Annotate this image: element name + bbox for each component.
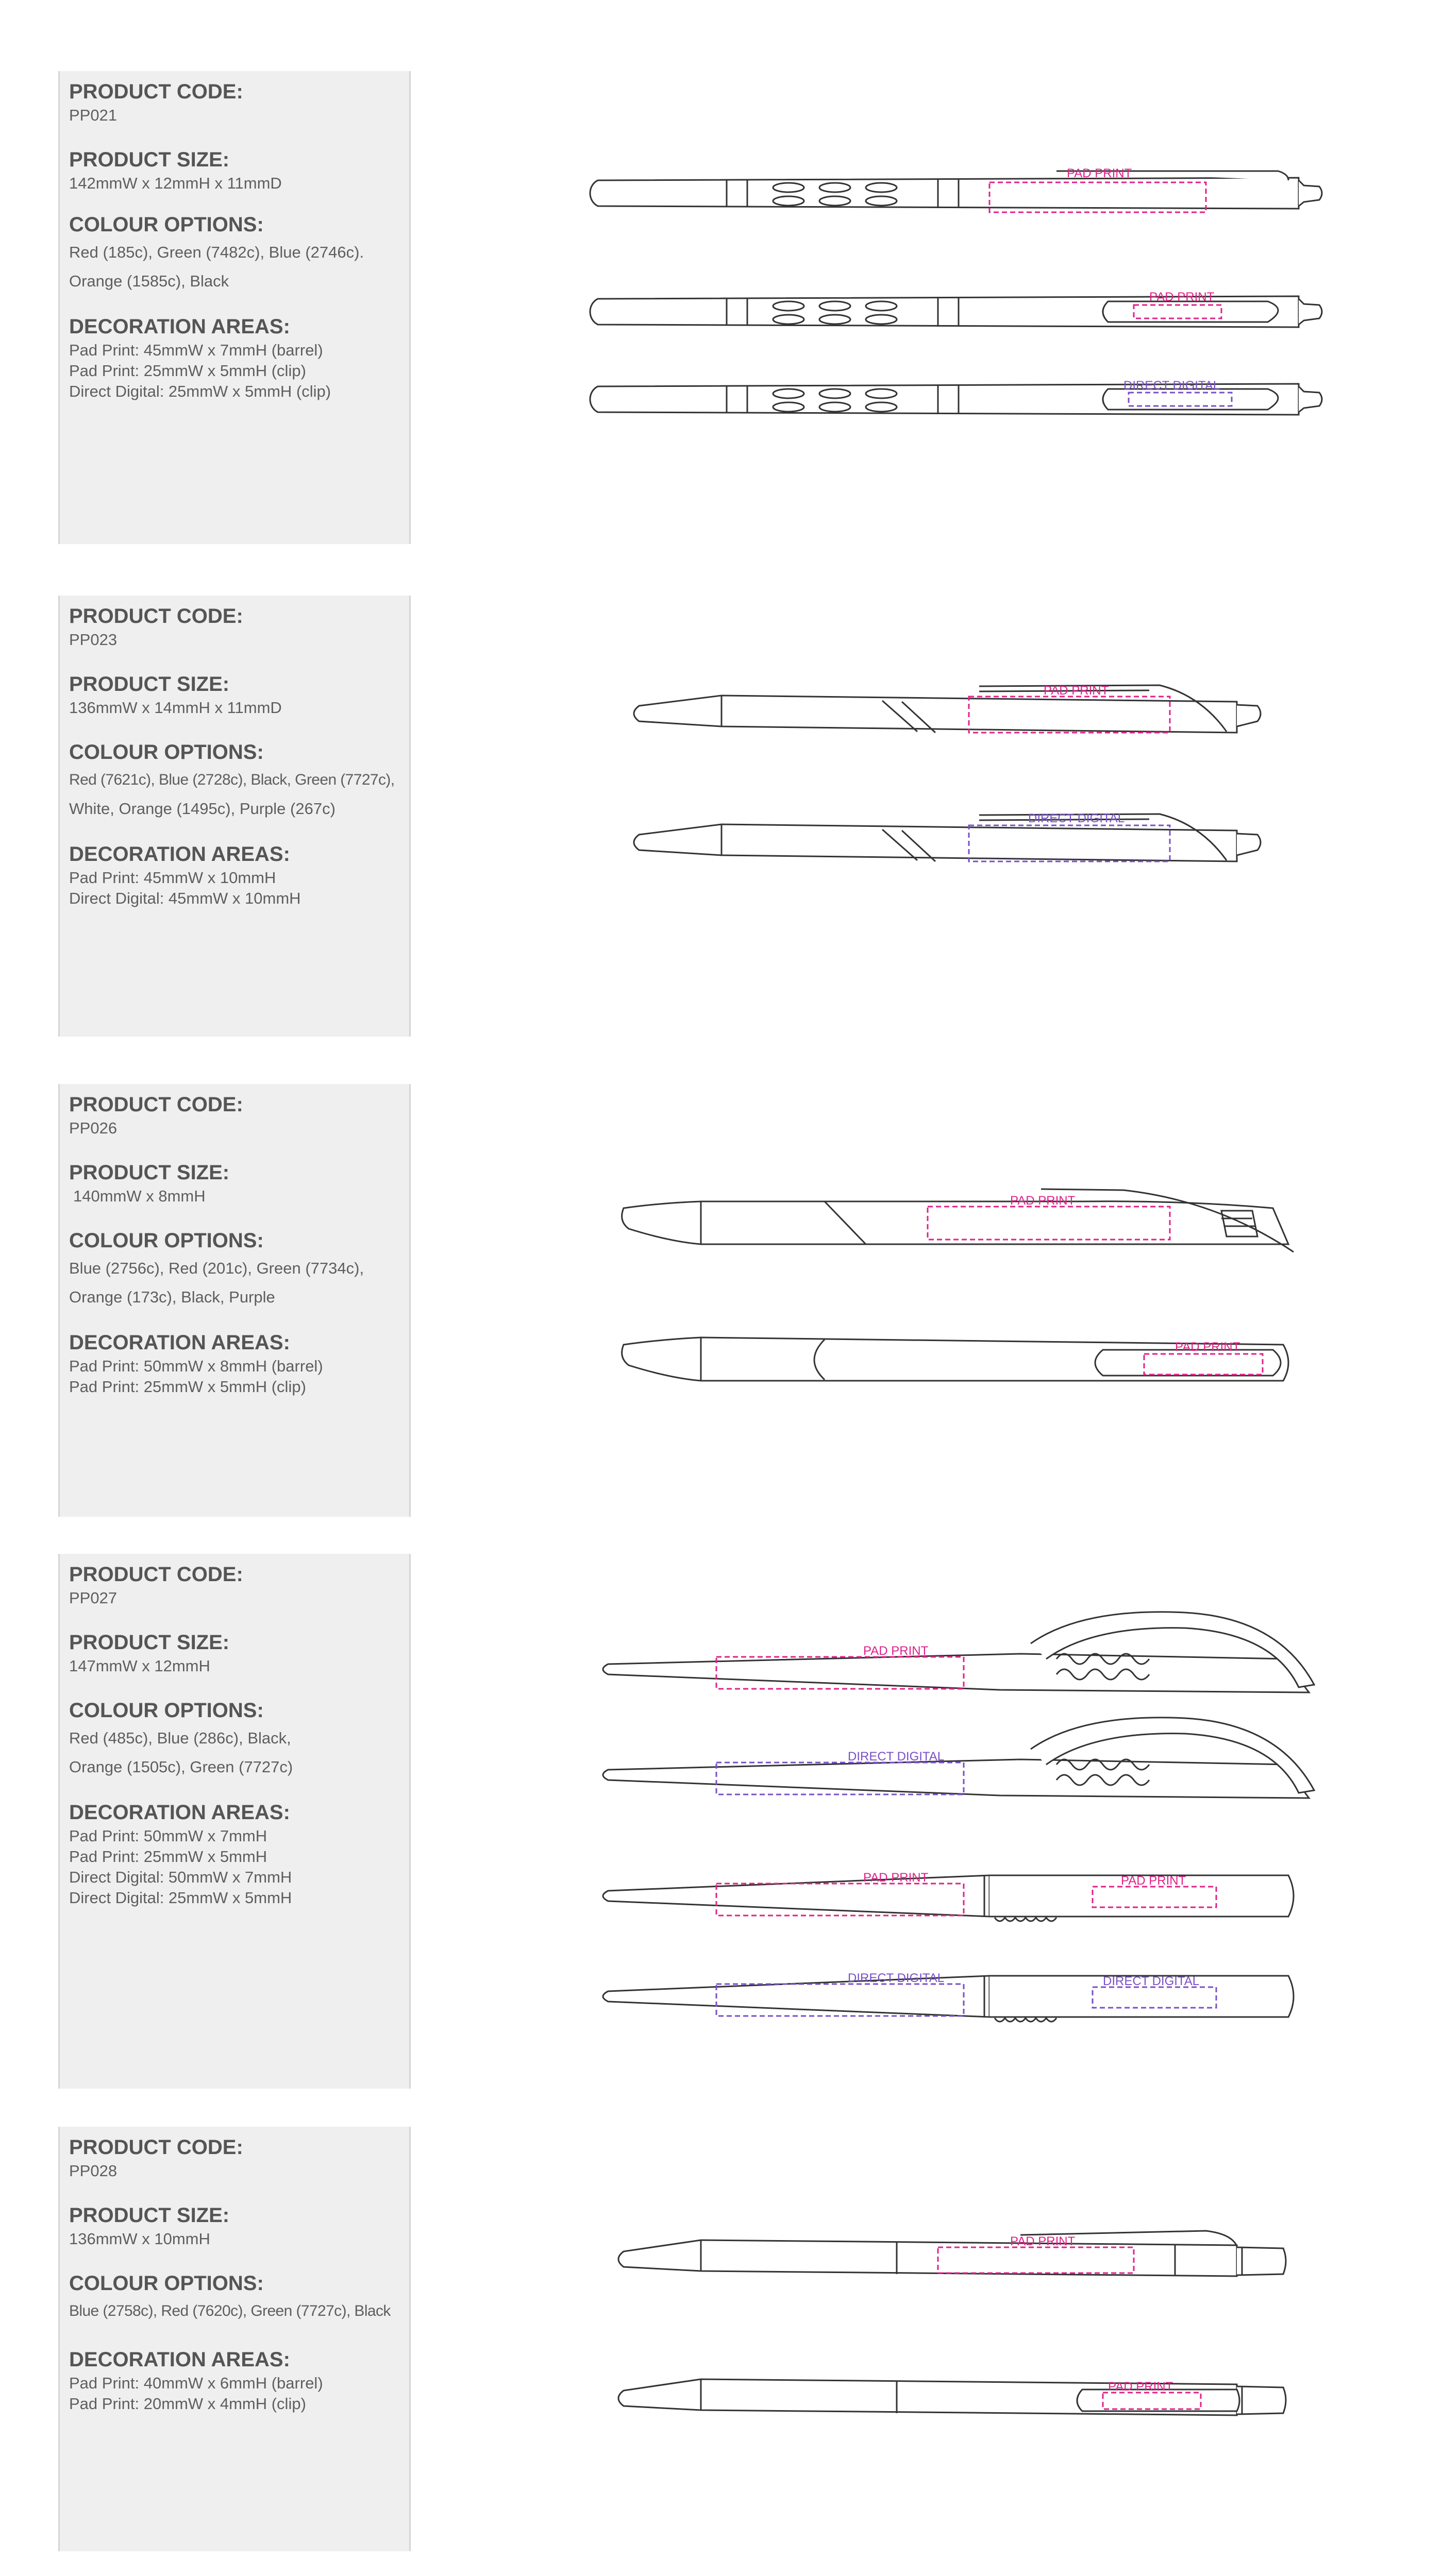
pen-drawings-pp021 — [567, 144, 1391, 453]
product-size-value: 147mmW x 12mmH — [69, 1657, 210, 1675]
pen-outline-pad-print — [634, 685, 1261, 733]
decoration-area-item: Pad Print: 25mmW x 5mmH — [69, 1848, 267, 1866]
product-code-heading: PRODUCT CODE: — [69, 80, 243, 103]
direct-digital-label: DIRECT DIGITAL — [1103, 1974, 1200, 1988]
direct-digital-label: DIRECT DIGITAL — [848, 1750, 945, 1764]
colour-options-heading: COLOUR OPTIONS: — [69, 1229, 264, 1252]
product-code-heading: PRODUCT CODE: — [69, 1563, 243, 1586]
pad-print-label: PAD PRINT — [1010, 2234, 1076, 2248]
product-code-heading: PRODUCT CODE: — [69, 605, 243, 628]
pad-print-label: PAD PRINT — [1010, 1194, 1076, 1208]
pen-drawings-pp028 — [567, 2200, 1391, 2437]
product-size-value: 136mmW x 14mmH x 11mmD — [69, 699, 282, 717]
decoration-area-item: Pad Print: 50mmW x 8mmH (barrel) — [69, 1357, 323, 1375]
product-code-value: PP021 — [69, 106, 118, 124]
colour-options-line: Blue (2756c), Red (201c), Green (7734c), — [69, 1259, 364, 1277]
product-code-value: PP023 — [69, 631, 118, 649]
decoration-area-item: Pad Print: 40mmW x 6mmH (barrel) — [69, 2374, 323, 2392]
pen-drawings-pp026 — [567, 1159, 1391, 1406]
product-panel-pp023 — [58, 596, 411, 1037]
pad-print-label: PAD PRINT — [1067, 166, 1132, 180]
decoration-area-item: Direct Digital: 50mmW x 7mmH — [69, 1868, 292, 1886]
decoration-areas-heading: DECORATION AREAS: — [69, 1801, 290, 1824]
product-code-heading: PRODUCT CODE: — [69, 1093, 243, 1116]
pen-outline-direct-digital — [634, 814, 1261, 861]
colour-options-heading: COLOUR OPTIONS: — [69, 213, 264, 236]
pen-outline-direct-digital — [603, 1718, 1314, 1798]
decoration-areas-heading: DECORATION AREAS: — [69, 1331, 290, 1354]
decoration-area-item: Pad Print: 25mmW x 5mmH (clip) — [69, 362, 306, 380]
decoration-area-item: Pad Print: 45mmW x 10mmH — [69, 869, 276, 887]
pad-print-label: PAD PRINT — [1121, 1874, 1186, 1888]
decoration-areas-heading: DECORATION AREAS: — [69, 843, 290, 866]
product-code-value: PP027 — [69, 1589, 118, 1607]
decoration-area-item: Pad Print: 25mmW x 5mmH (clip) — [69, 1378, 306, 1396]
decoration-areas-heading: DECORATION AREAS: — [69, 2348, 290, 2371]
colour-options-line: Orange (1585c), Black — [69, 272, 229, 290]
product-panel-pp027 — [58, 1554, 411, 2089]
colour-options-line: Orange (173c), Black, Purple — [69, 1288, 275, 1306]
colour-options-line: Red (485c), Blue (286c), Black, — [69, 1729, 291, 1747]
pad-print-label: PAD PRINT — [1175, 1340, 1240, 1354]
colour-options-line: Red (185c), Green (7482c), Blue (2746c). — [69, 243, 364, 261]
product-size-value: 136mmW x 10mmH — [69, 2230, 210, 2248]
product-size-heading: PRODUCT SIZE: — [69, 1631, 230, 1654]
direct-digital-label: DIRECT DIGITAL — [1028, 811, 1125, 825]
colour-options-heading: COLOUR OPTIONS: — [69, 2272, 264, 2295]
pen-drawings-pp027 — [567, 1597, 1391, 2050]
pen-outline-pad-print — [618, 2231, 1286, 2276]
pad-print-label: PAD PRINT — [863, 1871, 929, 1885]
product-panel-pp021 — [58, 71, 411, 544]
pen-outline-pad-print-barrel-clip — [603, 1875, 1294, 1921]
colour-options-heading: COLOUR OPTIONS: — [69, 741, 264, 764]
decoration-area-item: Pad Print: 20mmW x 4mmH (clip) — [69, 2395, 306, 2413]
product-code-value: PP028 — [69, 2162, 118, 2180]
colour-options-heading: COLOUR OPTIONS: — [69, 1699, 264, 1722]
pen-outline-clip-pad-print — [618, 2379, 1286, 2415]
decoration-area-item: Pad Print: 45mmW x 7mmH (barrel) — [69, 341, 323, 359]
pad-print-label: PAD PRINT — [863, 1644, 929, 1658]
product-size-heading: PRODUCT SIZE: — [69, 2204, 230, 2227]
direct-digital-label: DIRECT DIGITAL — [848, 1971, 945, 1985]
pen-outline-pad-print — [590, 171, 1322, 212]
product-size-value: 142mmW x 12mmH x 11mmD — [69, 174, 282, 192]
colour-options-line: Blue (2758c), Red (7620c), Green (7727c), Black — [69, 2302, 391, 2319]
decoration-area-item: Pad Print: 50mmW x 7mmH — [69, 1827, 267, 1845]
colour-options-line: White, Orange (1495c), Purple (267c) — [69, 800, 335, 818]
product-code-value: PP026 — [69, 1119, 118, 1137]
decoration-area-item: Direct Digital: 45mmW x 10mmH — [69, 889, 301, 907]
decoration-area-item: Direct Digital: 25mmW x 5mmH (clip) — [69, 382, 331, 400]
pen-drawings-pp023 — [567, 654, 1391, 891]
product-panel-pp026 — [58, 1084, 411, 1517]
decoration-areas-heading: DECORATION AREAS: — [69, 315, 290, 338]
product-size-heading: PRODUCT SIZE: — [69, 148, 230, 171]
product-code-heading: PRODUCT CODE: — [69, 2136, 243, 2159]
product-size-heading: PRODUCT SIZE: — [69, 1161, 230, 1184]
colour-options-line: Orange (1505c), Green (7727c) — [69, 1758, 293, 1776]
pad-print-label: PAD PRINT — [1149, 290, 1215, 304]
pad-print-label: PAD PRINT — [1044, 684, 1109, 698]
colour-options-line: Red (7621c), Blue (2728c), Black, Green (7727c), — [69, 771, 395, 788]
product-size-value: 140mmW x 8mmH — [73, 1187, 206, 1205]
decoration-area-item: Direct Digital: 25mmW x 5mmH — [69, 1889, 292, 1907]
pen-outline-pad-print — [622, 1189, 1294, 1252]
product-size-heading: PRODUCT SIZE: — [69, 673, 230, 696]
direct-digital-label: DIRECT DIGITAL — [1123, 379, 1220, 393]
pad-print-label: PAD PRINT — [1108, 2380, 1173, 2394]
product-panel-pp028 — [58, 2127, 411, 2551]
pen-outline-pad-print — [603, 1612, 1314, 1692]
